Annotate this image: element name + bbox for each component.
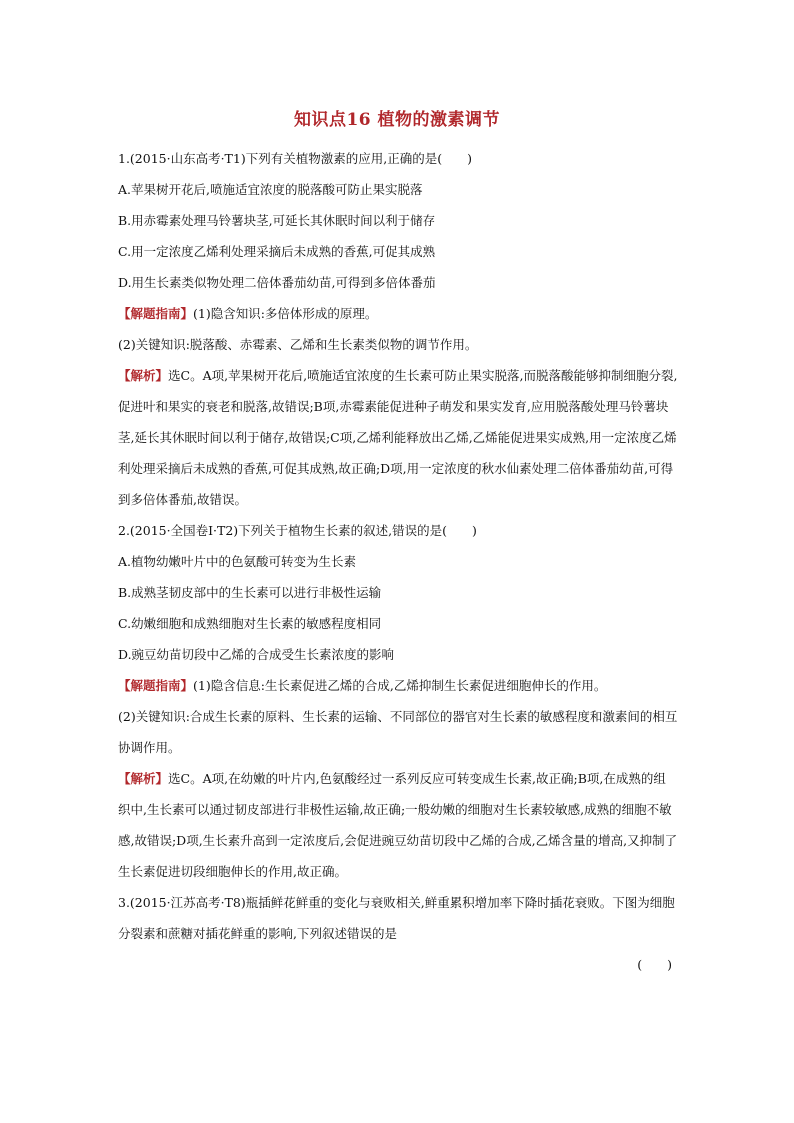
guide-text: (1)隐含知识:多倍体形成的原理。 (193, 306, 378, 321)
question-2-analysis (118, 763, 678, 887)
question-2-stem: 2.(2015·全国卷Ⅰ·T2)下列关于植物生长素的叙述,错误的是( ) (118, 523, 477, 538)
question-1-analysis (118, 360, 678, 515)
question-1-option-c: C.用一定浓度乙烯利处理采摘后未成熟的香蕉,可促其成熟 (118, 244, 436, 259)
analysis-text: 选C。A项,苹果树开花后,喷施适宜浓度的生长素可防止果实脱落,而脱落酸能够抑制细胞分裂,促进叶和果实的衰老和脱落,故错误;B项,赤霉素能促进种子萌发和果实发育,应用脱落酸处理马铃薯块茎,延长其休眠时间以利于储存,故错误;C项,乙烯利能释放出乙烯,乙烯能促进果实成熟,用一定浓度乙烯利处理采摘后未成熟的香蕉,可促其成熟,故正确;D项,用一定浓度的秋水仙素处理二倍体番茄幼苗,可得到多倍体番茄,故错误。 (118, 368, 678, 507)
question-2-option-d: D.豌豆幼苗切段中乙烯的合成受生长素浓度的影响 (118, 647, 395, 662)
question-1-stem: 1.(2015·山东高考·T1)下列有关植物激素的应用,正确的是( ) (118, 151, 472, 166)
guide-tag: 【解题指南】 (118, 306, 194, 321)
guide-text: (1)隐含信息:生长素促进乙烯的合成,乙烯抑制生长素促进细胞伸长的作用。 (193, 678, 607, 693)
analysis-tag: 【解析】 (118, 368, 169, 383)
question-2-guide-1 (118, 670, 678, 701)
question-2-option-a: A.植物幼嫩叶片中的色氨酸可转变为生长素 (118, 554, 357, 569)
page-title: 知识点16 植物的激素调节 (293, 110, 501, 130)
analysis-tag: 【解析】 (118, 771, 169, 786)
question-2-option-c: C.幼嫩细胞和成熟细胞对生长素的敏感程度相同 (118, 616, 382, 631)
guide-tag: 【解题指南】 (118, 678, 194, 693)
analysis-text: 选C。A项,在幼嫩的叶片内,色氨酸经过一系列反应可转变成生长素,故正确;B项,在成熟的组织中,生长素可以通过韧皮部进行非极性运输,故正确;一般幼嫩的细胞对生长素较敏感,成熟的细胞不敏感,故错误;D项,生长素升高到一定浓度后,会促进豌豆幼苗切段中乙烯的合成,乙烯含量的增高,又抑制了生长素促进切段细胞伸长的作用,故正确。 (118, 771, 678, 879)
question-1-option-d: D.用生长素类似物处理二倍体番茄幼苗,可得到多倍体番茄 (118, 275, 436, 290)
question-3-answer-brackets: ( ) (637, 957, 672, 972)
question-1-guide-2: (2)关键知识:脱落酸、赤霉素、乙烯和生长素类似物的调节作用。 (118, 337, 478, 352)
question-2-guide-2: (2)关键知识:合成生长素的原料、生长素的运输、不同部位的器官对生长素的敏感程度和激素间的相互协调作用。 (118, 709, 678, 755)
document-body (118, 143, 678, 980)
question-1-option-a: A.苹果树开花后,喷施适宜浓度的脱落酸可防止果实脱落 (118, 182, 423, 197)
question-1-option-b: B.用赤霉素处理马铃薯块茎,可延长其休眠时间以利于储存 (118, 213, 436, 228)
question-1-guide-1 (118, 298, 678, 329)
question-2-option-b: B.成熟茎韧皮部中的生长素可以进行非极性运输 (118, 585, 382, 600)
question-3-stem: 3.(2015·江苏高考·T8)瓶插鲜花鲜重的变化与衰败相关,鲜重累积增加率下降时插花衰败。下图为细胞分裂素和蔗糖对插花鲜重的影响,下列叙述错误的是 (118, 895, 675, 941)
